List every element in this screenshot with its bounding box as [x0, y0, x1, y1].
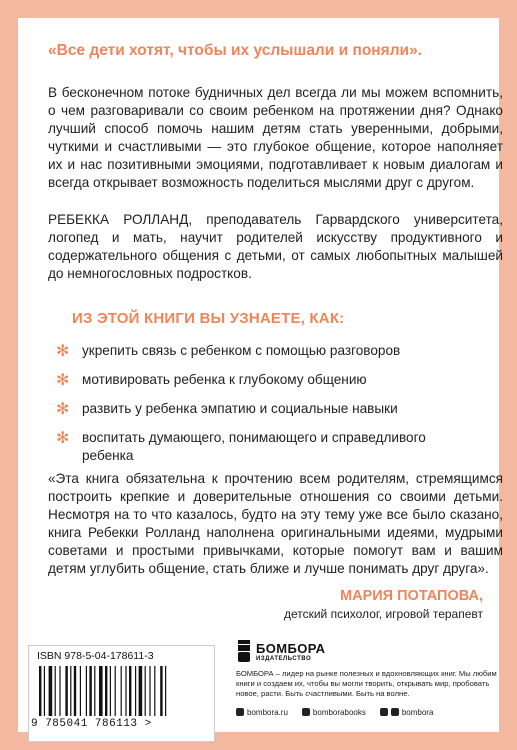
back-cover: [18, 18, 503, 732]
review-quote: «Эта книга обязательна к прочтению всем родителям, стремящимся построить крепкие и доверительные отношения со своими детьми. Несмотря на то что казалось, будто на эту тему уже все было сказано, книга Ребекки Ролланд наполнена оригинальными идеями, мудрыми советами и простыми привычками, которые помогут вам и вашим детям углубить общение, стать ближе и лучше понимать друг друга».: [48, 471, 503, 576]
barcode-bars: [37, 666, 205, 716]
asterisk-icon: ✻: [56, 430, 70, 447]
telegram-link[interactable]: bombora: [380, 708, 434, 717]
learn-heading: ИЗ ЭТОЙ КНИГИ ВЫ УЗНАЕТЕ, КАК:: [72, 310, 345, 327]
website-link[interactable]: bombora.ru: [236, 708, 288, 717]
social-links: [236, 708, 511, 717]
publisher-description: БОМБОРА – лидер на рынке полезных и вдохновляющих книг. Мы любим книги и создаем их, чтобы вы могли творить, открывать мир, пробовать новое, расти. Быть счастливыми. Быть на волне.: [236, 669, 497, 698]
isbn-label: ISBN 978-5-04-178611-3: [37, 650, 154, 662]
intro-paragraph: В бесконечном потоке будничных дел всегда ли мы можем вспомнить, о чем разговаривали со своим ребенком на протяжении дня? Однако лучший способ помочь нашим детям стать уверенными, добрыми, чуткими и счастливыми — это глубокое общение, которое наполняет их и нас позитивными эмоциями, подготавливает к новым диалогам и всегда открывает возможность поделиться мыслями друг с другом.: [48, 85, 503, 190]
list-item: ✻ мотивировать ребенка к глубокому общению: [56, 372, 367, 389]
headline-quote: «Все дети хотят, чтобы их услышали и поняли».: [48, 42, 422, 59]
asterisk-icon: ✻: [56, 372, 70, 389]
reviewer-name: МАРИЯ ПОТАПОВА,: [340, 588, 483, 604]
reviewer-role: детский психолог, игровой терапевт: [283, 607, 483, 621]
asterisk-icon: ✻: [56, 401, 70, 418]
list-item: ✻ воспитать думающего, понимающего и справедливого ребенка: [56, 430, 426, 463]
list-item: ✻ укрепить связь с ребенком с помощью разговоров: [56, 343, 401, 360]
youtube-icon: [391, 708, 399, 716]
barcode-number: 9 785041 786113 >: [31, 718, 152, 730]
telegram-icon: [380, 708, 388, 716]
learn-list: [56, 342, 476, 465]
publisher-name: БОМБОРА: [256, 641, 326, 656]
vk-icon: [302, 708, 310, 716]
vk-link[interactable]: bomborabooks: [302, 708, 366, 717]
asterisk-icon: ✻: [56, 343, 70, 360]
list-item: ✻ развить у ребенка эмпатию и социальные навыки: [56, 401, 398, 418]
reviewer-signature: [284, 588, 483, 621]
publisher-sub: ИЗДАТЕЛЬСТВО: [256, 656, 312, 662]
author-paragraph: РЕБЕККА РОЛЛАНД, преподаватель Гарвардского университета, логопед и мать, научит родителей искусству продуктивного и содержательного общения с детьми, от самых любопытных малышей до немногословных подростков.: [48, 212, 503, 281]
bombora-logo-icon: [236, 640, 252, 662]
globe-icon: [236, 708, 244, 716]
barcode: [28, 645, 215, 742]
